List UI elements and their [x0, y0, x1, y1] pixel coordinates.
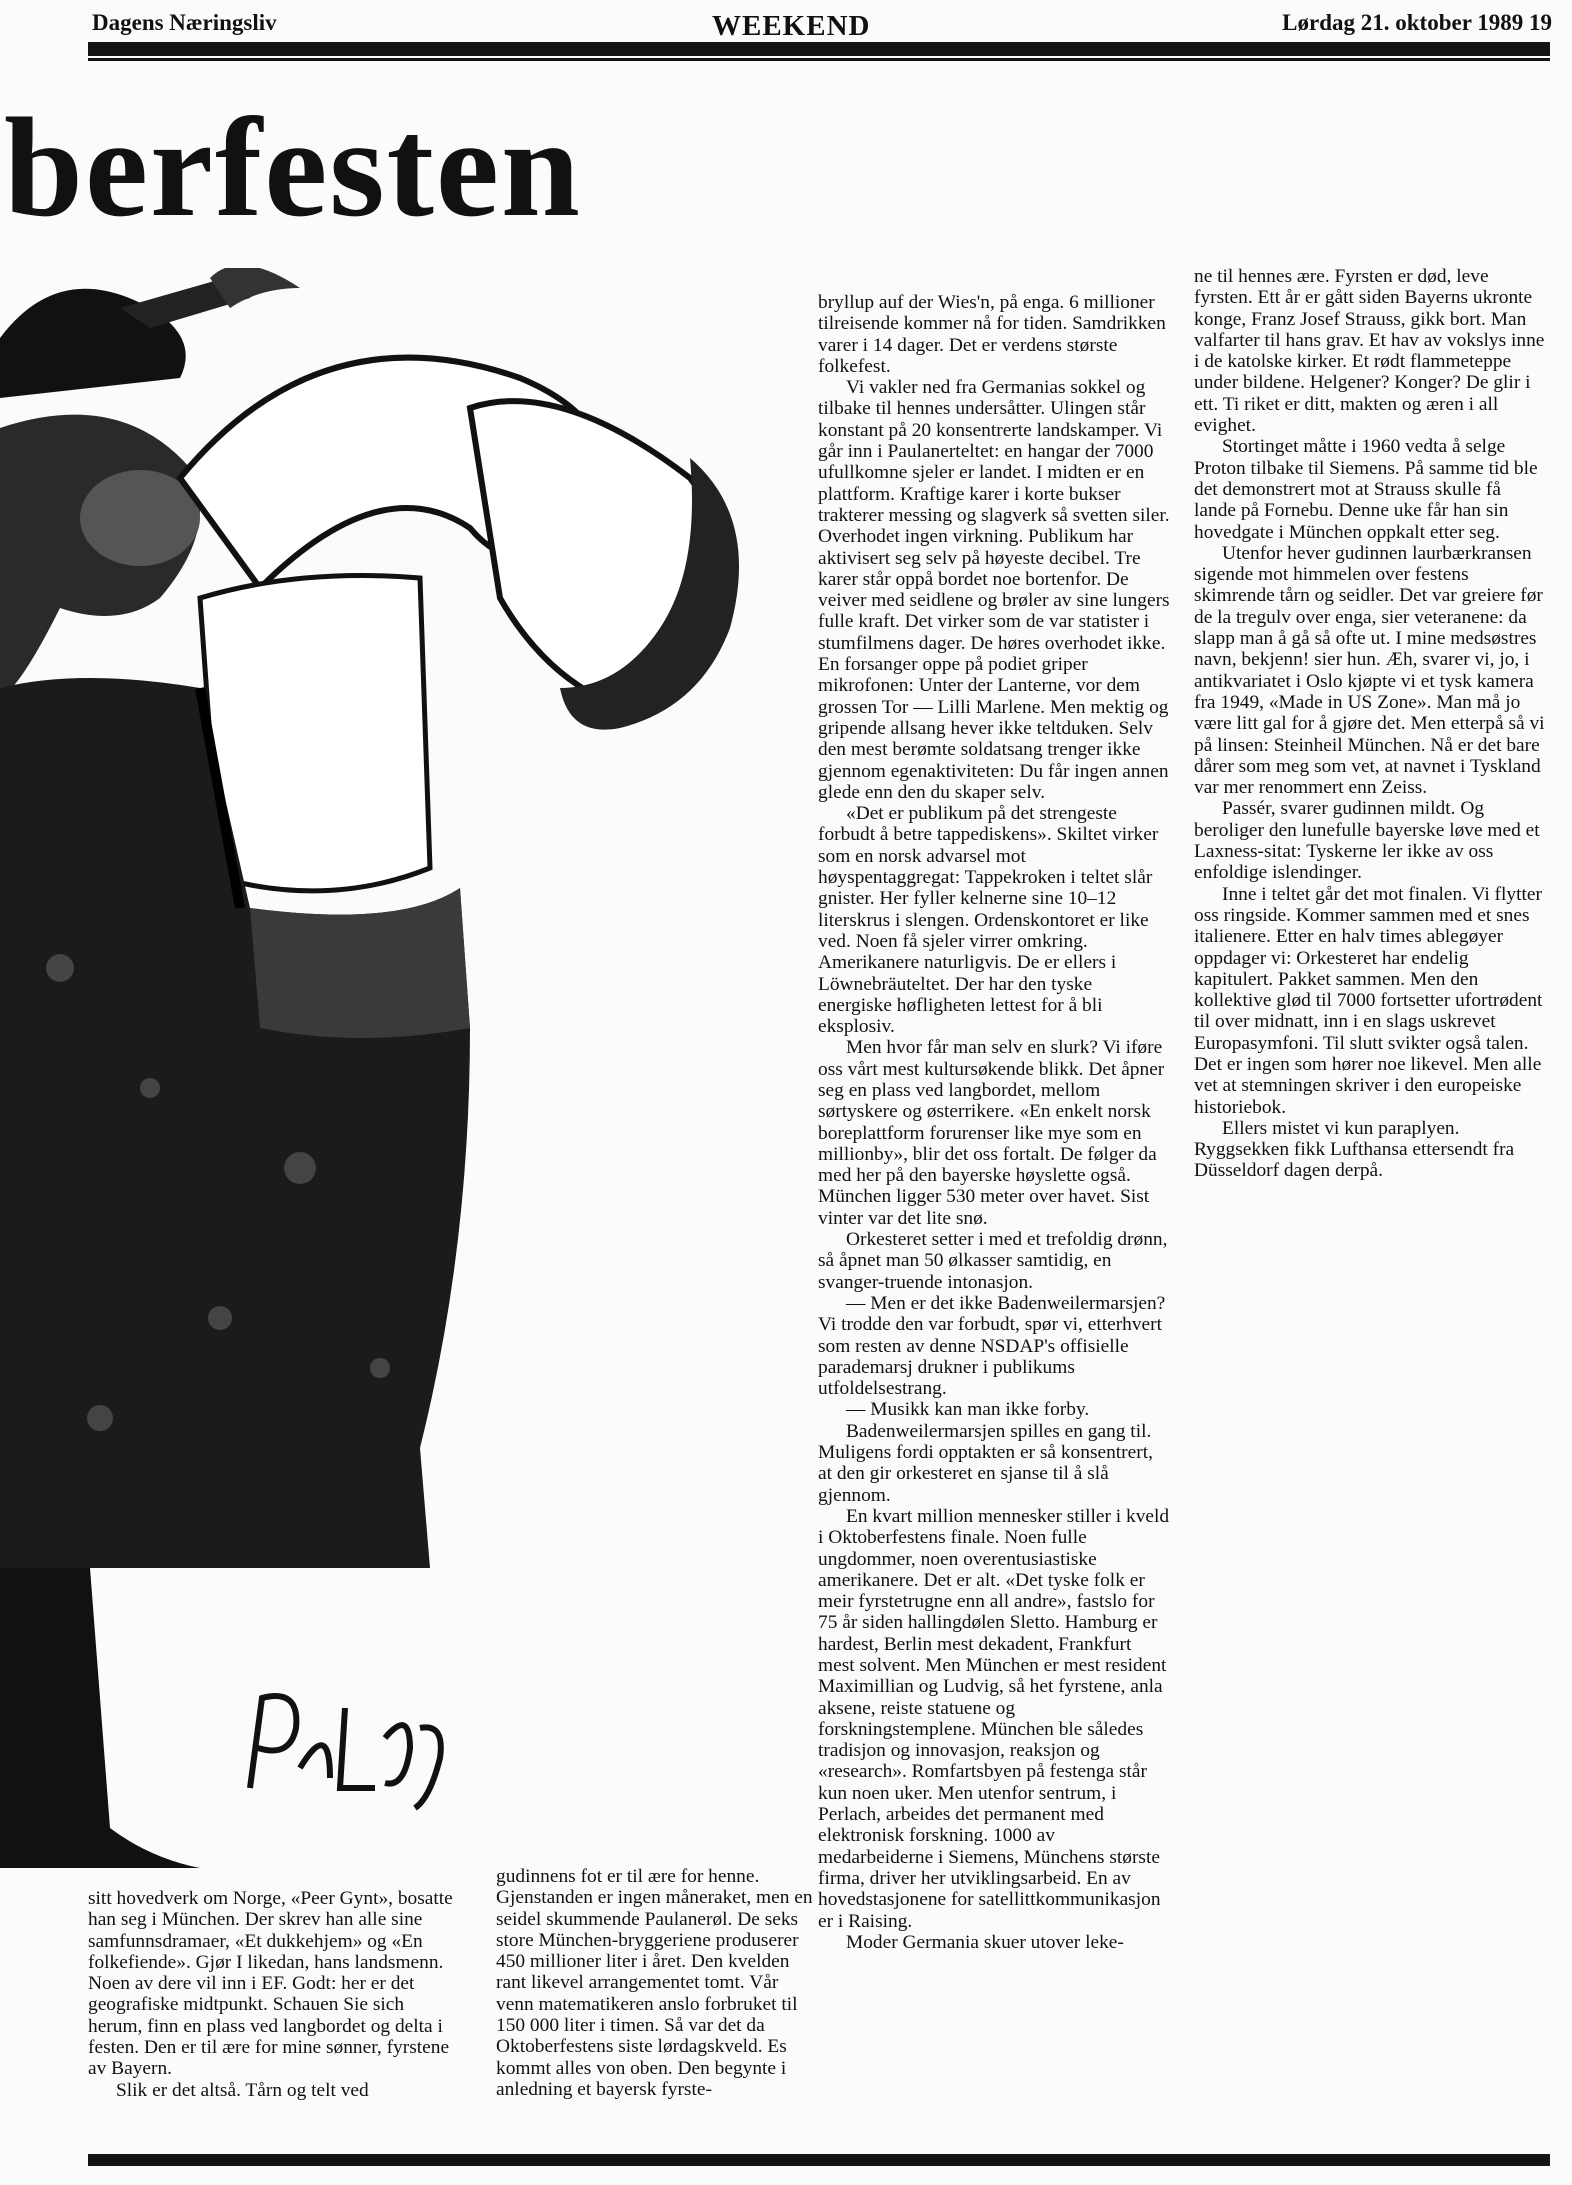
headline: berfesten [4, 88, 582, 246]
paragraph: Inne i teltet går det mot finalen. Vi flytter oss ringside. Kommer sammen med et snes italienere. Etter en halv times ablegøyer oppdager vi: Orkesteret har endelig kapitulert. Pakket sammen. Men den kollektive glød til 7000 fortsetter ufortrødent til over midnatt, inn i en slags uskrevet Europasymfoni. Til slutt svikter også talen. Det er ingen som hører noe likevel. Men alle vet at stemningen skriver i den europeiske historiebok. [1194, 883, 1543, 1118]
paragraph: Slik er det altså. Tårn og telt ved [116, 2079, 369, 2101]
paragraph: — Musikk kan man ikke forby. [846, 1399, 1090, 1421]
paragraph: «Det er publikum på det strengeste forbudt å betre tappediskens». Skiltet virker som en norsk advarsel mot høyspentaggregat: Tappekroken i teltet slår gnister. Her fyller kelnerne sine 10–12 literskrus i slengen. Ordenskontoret er like ved. Noen få sjeler virrer omkring. Amerikanere naturligvis. De er ellers i Löwnebräuteltet. Der har den tyske energiske høfligheten lettest for å bli eksplosiv. [818, 803, 1159, 1038]
article-column-3 [818, 292, 1170, 2142]
paragraph: — Men er det ikke Badenweilermarsjen? Vi trodde den var forbudt, spør vi, etterhvert som resten av denne NSDAP's offisielle parademarsj drukner i publikums utfoldelsestrang. [818, 1292, 1166, 1400]
paragraph: gudinnens fot er til ære for henne. Gjenstanden er ingen måneraket, men en seidel skummende Paulanerøl. De seks store München-bryggeriene produserer 450 millioner liter i året. Den kvelden rant likevel arrangementet tomt. Vår venn matematikeren anslo forbruket til 150 000 liter i timen. Så var det da Oktoberfestens siste lørdagskveld. Es kommt alles von oben. Den begynte i anledning et bayersk fyrste- [496, 1866, 813, 2100]
date-page-number: Lørdag 21. oktober 1989 19 [1282, 10, 1552, 35]
paragraph: Moder Germania skuer utover leke- [846, 1931, 1124, 1953]
paragraph: Ellers mistet vi kun paraplyen. Ryggsekken fikk Lufthansa ettersendt fra Düsseldorf dagen derpå. [1194, 1117, 1515, 1182]
cartoon-illustration [0, 268, 760, 1868]
paragraph: bryllup auf der Wies'n, på enga. 6 millioner tilreisende kommer nå for tiden. Samdrikken varer i 14 dager. Det er verdens største folkefest. [818, 292, 1166, 377]
header-rule-thin [88, 58, 1550, 61]
paragraph: En kvart million mennesker stiller i kveld i Oktoberfestens finale. Noen fulle ungdommer, noen overentusiastiske amerikanere. Det er alt. «Det tyske folk er meir fyrstetrugne enn all andre», fastslo for 75 år siden hallingdølen Sletto. Hamburg er hardest, Berlin mest dekadent, Frankfurt mest solvent. Men München er mest resident Maximillian og Ludvig, så het fyrstene, anla aksene, reiste statuene og forskningstemplene. München ble således tradisjon og innovasjon, reaksjon og «research». Romfartsbyen på festenga står kun noen uker. Men utenfor sentrum, i Perlach, arbeides det permanent med elektronisk forskning. 1000 av medarbeiderne i Siemens, Münchens største firma, driver her utviklingsarbeid. En av hovedstasjonene for satellittkommunikasjon er i Raising. [818, 1505, 1170, 1932]
signature-mark [250, 1696, 441, 1808]
paragraph: Utenfor hever gudinnen laurbærkransen sigende mot himmelen over festens skimrende tårn og seidler. Det var greiere før de la tregulv over enga, sier veteranene: da slapp man å gå så ofte ut. I mine medsøstres navn, bekjenn! sier hun. Æh, svarer vi, jo, i antikvariatet i Oslo kjøpte vi et tysk kamera fra 1949, «Made in US Zone». Man må jo være litt gal for å gjøre det. Men etterpå så vi på linsen: Steinheil München. Nå er det bare dårer som meg som vet, at navnet i Tyskland var mer renommert enn Zeiss. [1194, 542, 1545, 799]
paragraph: Vi vakler ned fra Germanias sokkel og tilbake til hennes undersåtter. Ulingen står konstant på 20 konsentrerte landskamper. Vi går inn i Paulanerteltet: en hangar der 7000 ufullkomne sjeler er landet. I midten er en plattform. Kraftige karer i korte bukser trakterer messing og slagverk så svetten siler. Overhodet ingen virkning. Publikum har aktivisert seg selv på høyeste decibel. Tre karer står oppå bordet noe bortenfor. De veiver med seidlene og brøler av sine lungers fulle kraft. Det virker som de var statister i stumfilmens dager. De høres overhodet ikke. En forsanger oppe på podiet griper mikrofonen: Unter der Lanterne, vor dem grossen Tor — Lilli Marlene. Men mektig og gripende allsang hever ikke teltduken. Selv den mest berømte soldatsang trenger ikke gjennom egenaktiviteten: Du får ingen annen glede enn den du skaper selv. [818, 377, 1170, 803]
paragraph: Orkesteret setter i med et trefoldig drønn, så åpnet man 50 ølkasser samtidig, en svanger-truende intonasjon. [818, 1229, 1168, 1293]
paragraph: Badenweilermarsjen spilles en gang til. Muligens fordi opptakten er så konsentrert, at den gir orkesteret en sjanse til å slå gjennom. [818, 1420, 1153, 1506]
paragraph: sitt hovedverk om Norge, «Peer Gynt», bosatte han seg i München. Der skrev han alle sine samfunnsdramaer, «Et dukkehjem» og «En folkefiende». Gjør I likedan, hans landsmenn. Noen av dere vil inn i EF. Godt: her er det geografiske midtpunkt. Schauen Sie sich herum, finn en plass ved langbordet og delta i festen. Den er til ære for mine sønner, fyrstene av Bayern. [88, 1888, 453, 2080]
article-column-4 [1194, 266, 1546, 1366]
paragraph: ne til hennes ære. Fyrsten er død, leve fyrsten. Ett år er gått siden Bayerns ukronte konge, Franz Josef Strauss, gikk bort. Man valfarter til hans grav. Et hav av vokslys inne i de katolske kirker. Et rødt flammeteppe under bildene. Helgener? Konger? De glir i ett. Ti riket er ditt, makten og æren i all evighet. [1194, 266, 1545, 437]
paragraph: Stortinget måtte i 1960 vedta å selge Proton tilbake til Siemens. På samme tid ble det demonstrert mot at Strauss skulle få lande på Fornebu. Denne uke får han sin hovedgate i München oppkalt etter seg. [1194, 436, 1538, 543]
section-title: WEEKEND [712, 10, 871, 42]
paragraph: Men hvor får man selv en slurk? Vi iføre oss vårt mest kultursøkende blikk. Det åpner seg en plass ved langbordet, mellom sørtyskere og østerrikere. «En enkelt norsk boreplattform forurenser like mye som en millionby», blir det oss fortalt. De følger da med her på den bayerske høyslette også. München ligger 530 meter over havet. Sist vinter var det lite snø. [818, 1037, 1165, 1229]
article-column-1 [88, 1888, 462, 2143]
article-column-2 [496, 1866, 814, 2146]
footer-rule [88, 2154, 1550, 2166]
header-rule [88, 42, 1550, 56]
paragraph: Passér, svarer gudinnen mildt. Og beroliger den lunefulle bayerske løve med et Laxness-sitat: Tyskerne ler ikke av oss enfoldige islendinger. [1194, 798, 1540, 884]
publication-name: Dagens Næringsliv [92, 10, 277, 35]
